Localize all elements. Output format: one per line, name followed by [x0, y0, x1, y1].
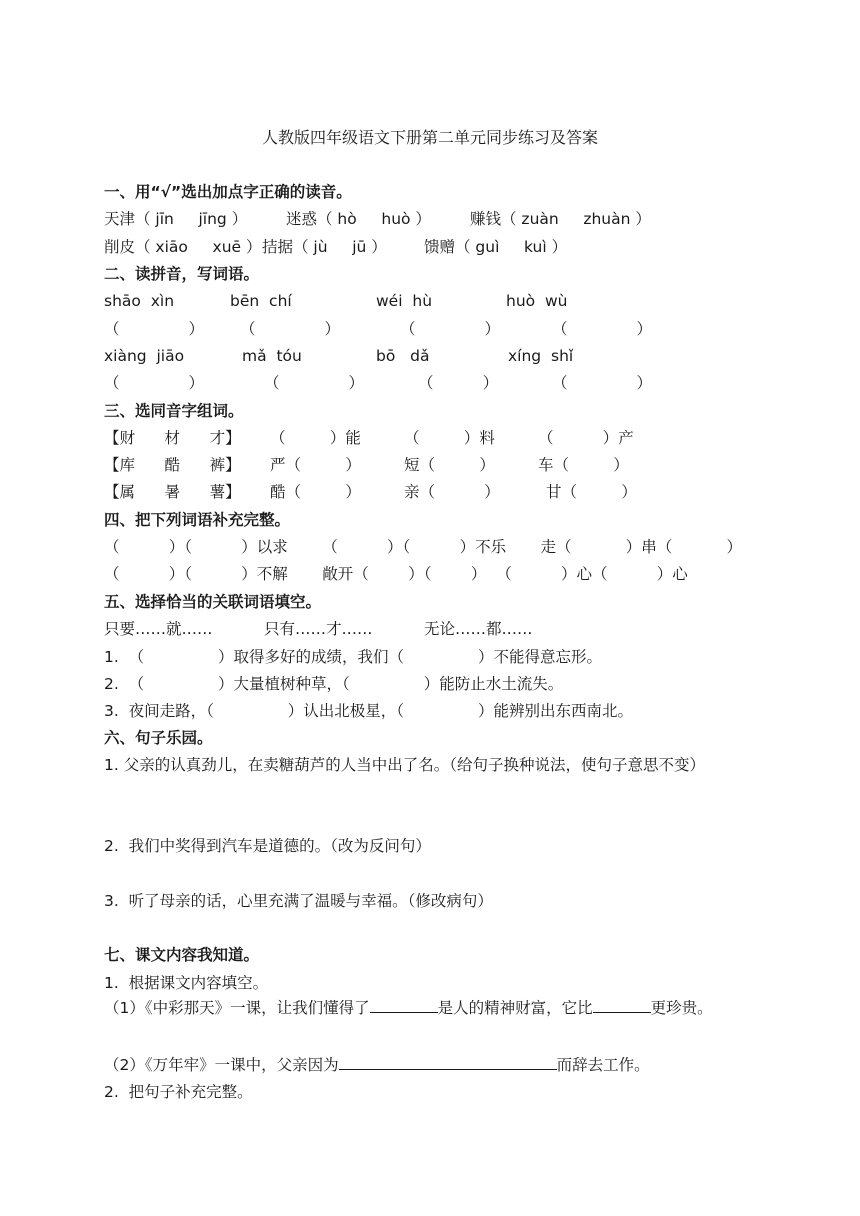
answer-bracket: （ ）	[104, 374, 204, 392]
question-item: 1. 根据课文内容填空。	[104, 974, 269, 992]
question-text: 而辞去工作。	[556, 1056, 650, 1074]
pinyin-choice-item: 迷惑（ hò huò ）	[286, 210, 431, 228]
pinyin-choice-item: 赚钱（ zuàn zhuàn ）	[470, 210, 651, 228]
idiom-line: （ ）（ ）以求 （ ）（ ）不乐 走（ ）串（ ）	[104, 538, 742, 556]
pinyin-word: xíng shǐ	[508, 347, 574, 365]
answer-bracket: （ ）	[240, 320, 340, 338]
section-6-heading: 六、句子乐园。	[104, 729, 213, 747]
section-2-heading: 二、读拼音，写词语。	[104, 265, 260, 283]
pinyin-choice-item: 削皮（ xiāo xuē ）	[104, 238, 262, 256]
answer-bracket: （ ）	[104, 320, 204, 338]
fill-item: 严（ ）	[270, 456, 361, 474]
page-title: 人教版四年级语文下册第二单元同步练习及答案	[261, 128, 598, 147]
question-item: 2. 我们中奖得到汽车是道德的。（改为反问句）	[104, 837, 431, 855]
answer-blank[interactable]	[339, 1053, 557, 1070]
section-1-heading: 一、用“√”选出加点字正确的读音。	[104, 183, 352, 201]
pinyin-word: xiàng jiāo	[104, 347, 185, 365]
question-text: （2）《万年牢》一课中，父亲因为	[104, 1056, 339, 1074]
homophone-group: 【库 酷 裤】	[104, 456, 241, 474]
question-item: 1. 父亲的认真劲儿，在卖糖葫芦的人当中出了名。（给句子换种说法，使句子意思不变）	[104, 756, 705, 774]
fill-blank-question	[104, 1053, 650, 1076]
section-7-heading: 七、课文内容我知道。	[104, 946, 260, 964]
question-item: 2. （ ）大量植树种草，（ ）能防止水土流失。	[104, 675, 564, 693]
answer-bracket: （ ）	[552, 320, 652, 338]
section-5-heading: 五、选择恰当的关联词语填空。	[104, 593, 322, 611]
answer-bracket: （ ）	[264, 374, 364, 392]
fill-item: 甘（ ）	[546, 483, 637, 501]
fill-item: 酷（ ）	[270, 483, 361, 501]
question-item: 3. 夜间走路，（ ）认出北极星，（ ）能辨别出东西南北。	[104, 702, 633, 720]
conjunction-option: 只有……才……	[264, 620, 373, 638]
question-text: （1）《中彩那天》一课，让我们懂得了	[104, 999, 370, 1017]
pinyin-choice-item: 馈赠（ guì kuì ）	[424, 238, 568, 256]
answer-bracket: （ ）	[552, 374, 652, 392]
pinyin-word: bō dǎ	[376, 347, 430, 365]
answer-blank[interactable]	[593, 996, 651, 1013]
homophone-group: 【属 暑 薯】	[104, 483, 241, 501]
pinyin-word: huò wù	[506, 292, 568, 310]
question-item: 3. 听了母亲的话，心里充满了温暖与幸福。（修改病句）	[104, 892, 493, 910]
pinyin-word: bēn chí	[230, 292, 292, 310]
fill-blank-question	[104, 995, 756, 1022]
question-item: 1. （ ）取得多好的成绩，我们（ ）不能得意忘形。	[104, 648, 602, 666]
pinyin-word: mǎ tóu	[242, 347, 302, 365]
pinyin-choice-item: 拮据（ jù jū ）	[262, 238, 387, 256]
section-3-heading: 三、选同音字组词。	[104, 402, 244, 420]
question-item: 2. 把句子补充完整。	[104, 1083, 253, 1101]
fill-item: （ ）产	[538, 429, 634, 447]
question-text: 更珍贵。	[650, 999, 713, 1017]
answer-bracket: （ ）	[400, 320, 500, 338]
homophone-group: 【财 材 才】	[104, 429, 241, 447]
fill-item: 车（ ）	[538, 456, 629, 474]
section-4-heading: 四、把下列词语补充完整。	[104, 511, 291, 529]
answer-bracket: （ ）	[418, 374, 499, 392]
pinyin-word: shāo xìn	[104, 292, 175, 310]
fill-item: （ ）能	[270, 429, 361, 447]
idiom-line: （ ）（ ）不解 敞开（ ）（ ） （ ）心（ ）心	[104, 565, 688, 583]
conjunction-option: 只要……就……	[104, 620, 213, 638]
fill-item: （ ）料	[404, 429, 495, 447]
answer-blank[interactable]	[370, 996, 438, 1013]
conjunction-option: 无论……都……	[424, 620, 533, 638]
pinyin-choice-item: 天津（ jīn jīng ）	[104, 210, 248, 228]
fill-item: 短（ ）	[404, 456, 495, 474]
pinyin-word: wéi hù	[376, 292, 433, 310]
fill-item: 亲（ ）	[404, 483, 500, 501]
question-text: 是人的精神财富，它比	[437, 999, 593, 1017]
